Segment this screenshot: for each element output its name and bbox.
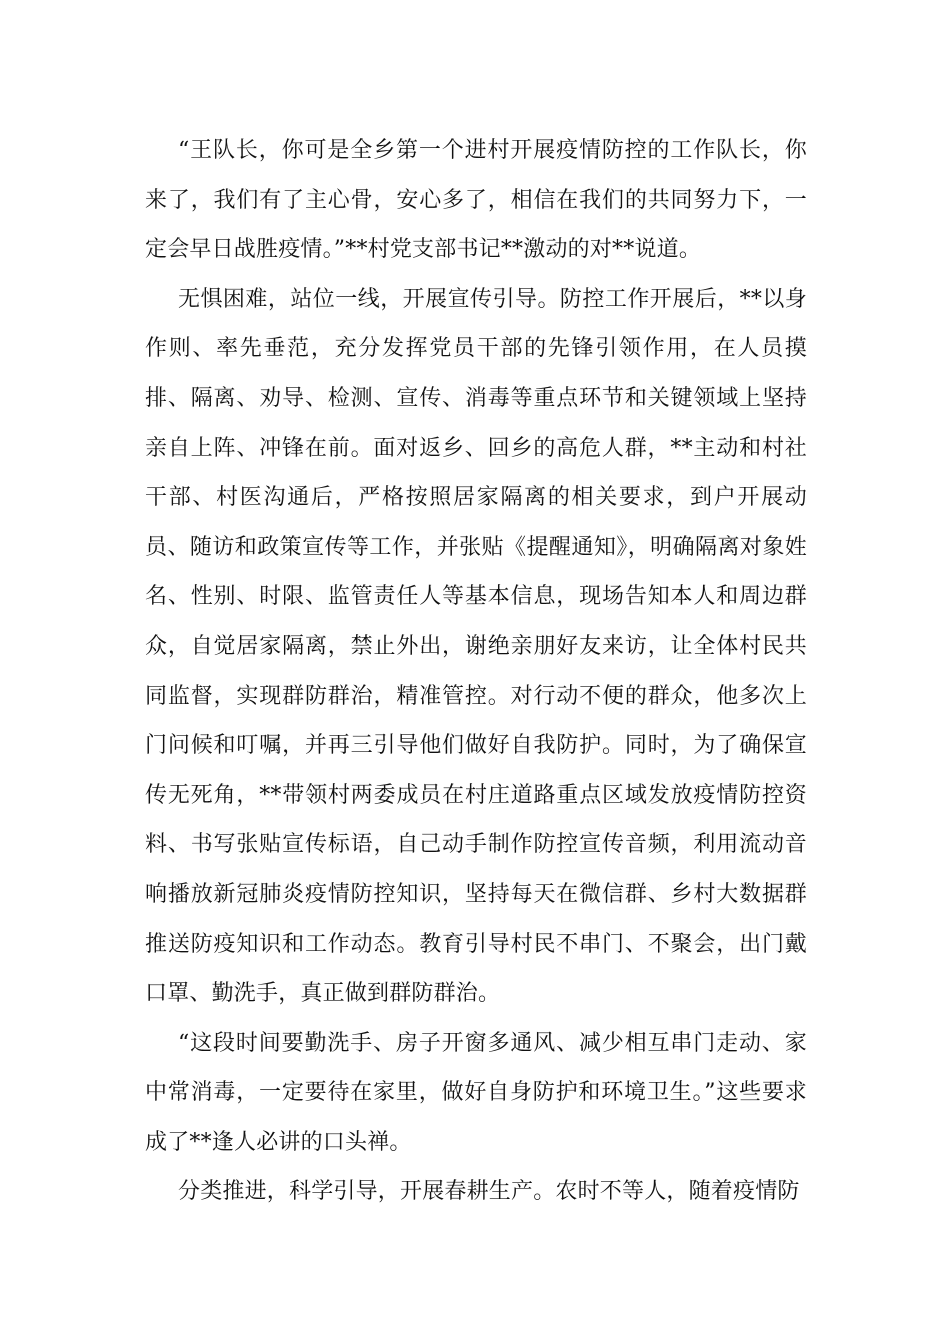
document-body bbox=[145, 126, 807, 1217]
paragraph-quote-hygiene: “这段时间要勤洗手、房子开窗多通风、减少相互串门走动、家中常消毒，一定要待在家里，做好自身防护和环境卫生。”这些要求成了**逢人必讲的口头禅。 bbox=[145, 1030, 807, 1155]
paragraph-spring-farming: 分类推进，科学引导，开展春耕生产。农时不等人，随着疫情防 bbox=[178, 1179, 800, 1205]
paragraph-quote-captain: “王队长，你可是全乡第一个进村开展疫情防控的工作队长，你来了，我们有了主心骨，安心多了，相信在我们的共同努力下，一定会早日战胜疫情。”**村党支部书记**激动的对**说道。 bbox=[145, 138, 807, 263]
paragraph-publicity-guidance: 无惧困难，站位一线，开展宣传引导。防控工作开展后，**以身作则、率先垂范，充分发挥党员干部的先锋引领作用，在人员摸排、隔离、劝导、检测、宣传、消毒等重点环节和关键领域上坚持亲自上阵、冲锋在前。面对返乡、回乡的高危人群，**主动和村社干部、村医沟通后，严格按照居家隔离的相关要求，到户开展动员、随访和政策宣传等工作，并张贴《提醒通知》，明确隔离对象姓名、性别、时限、监管责任人等基本信息，现场告知本人和周边群众，自觉居家隔离，禁止外出，谢绝亲朋好友来访，让全体村民共同监督，实现群防群治，精准管控。对行动不便的群众，他多次上门问候和叮嘱，并再三引导他们做好自我防护。同时，为了确保宣传无死角，**带领村两委成员在村庄道路重点区域发放疫情防控资料、书写张贴宣传标语，自己动手制作防控宣传音频，利用流动音响播放新冠肺炎疫情防控知识，坚持每天在微信群、乡村大数据群推送防疫知识和工作动态。教育引导村民不串门、不聚会，出门戴口罩、勤洗手，真正做到群防群治。 bbox=[145, 286, 807, 1007]
